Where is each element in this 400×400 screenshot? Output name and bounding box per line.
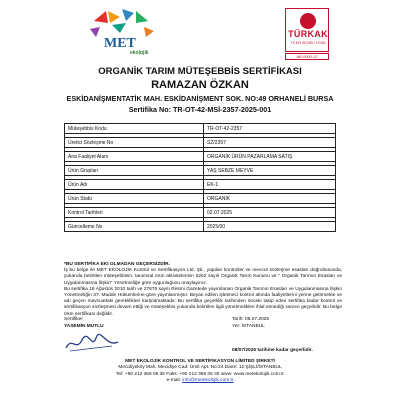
signature-place: Yer: İSTANBUL — [232, 324, 265, 329]
table-row — [65, 166, 336, 176]
certificate-details-table — [64, 123, 336, 232]
signer-label: Sertifiker — [64, 317, 83, 322]
validity-text: 08/07/2026 tarihine kadar geçerlidir. — [232, 348, 313, 353]
row-value: YAŞ SEBZE MEYVE — [204, 166, 336, 176]
turkak-subtitle: TS EN ISO/IEC 17065 — [290, 41, 326, 45]
row-label: Ürün Statü — [65, 194, 204, 204]
svg-text:ekolojik: ekolojik — [130, 50, 149, 56]
signature-date: Tarih: 08.07.2025 — [232, 317, 270, 322]
table-row — [65, 194, 336, 204]
svg-text:MET: MET — [104, 36, 136, 51]
table-row — [65, 152, 336, 162]
footer-email-line — [0, 378, 400, 384]
certificate-title: ORGANİK TARIM MÜTEŞEBBİS SERTİFİKASI — [98, 66, 302, 77]
table-row — [65, 222, 336, 232]
row-label: Güncelleme No — [65, 222, 204, 232]
notes-paragraph-1: İş bu belge ile MET EKOLOJİK Kontrol ve Sertifikasyon Ltd. Şti., yapılan kontroller ve mevcut sözleşme esasları doğrultusunda, yukarıda belirtilen müteşebbisin, tanımsal ürün aktivitelerinin 5262 sayılı Organik Tarım Kanunu ve " Organik Tarımın Esasları ve Uygulanmasına İlişkin" Yönetmeliğe göre uygunluğunu onaylayınız. — [64, 268, 342, 286]
turkak-code: AB-0000-12 — [285, 53, 329, 60]
signature-image — [62, 332, 122, 354]
row-label: Ürün Grupları — [65, 166, 204, 176]
row-label: Üretici Sözleşme No — [65, 138, 204, 148]
row-value: EK-1 — [204, 180, 336, 190]
met-ekolojik-logo — [86, 7, 156, 57]
turkak-brand: TÜRKAK — [288, 29, 328, 39]
row-label: Kontrol Tarihleri — [65, 208, 204, 218]
table-row — [65, 208, 336, 218]
certificate-number: Sertifika No: TR-OT-42-MSİ-2357-2025-001 — [128, 105, 272, 114]
footer — [0, 359, 400, 385]
row-label: Ana Faaliyet Alanı — [65, 152, 204, 162]
footer-address: Mecidiyeköy Mah. Mecidiye Cad. Ümit Apt. No:24 Daire: 12 ŞİŞLİ/İSTANBUL — [118, 365, 282, 371]
table-row — [65, 138, 336, 148]
certificate-notes — [64, 262, 342, 318]
signer-name: YASEMİN MUTLU — [64, 324, 104, 329]
attachment-warning: *BU SERTİFİKA EKİ OLMADAN GEÇERSİZDİR. — [64, 262, 170, 267]
row-label: Ürün Adı — [65, 180, 204, 190]
holder-address: ESKİDANİŞMENTATİK MAH. ESKİDANİŞMENT SOK. NO:49 ORHANELİ BURSA — [66, 94, 334, 103]
row-label: Müteşebbis Kodu — [65, 124, 204, 134]
row-value: 2025/00 — [204, 222, 336, 232]
row-value: TR-OT-42-2357 — [204, 124, 336, 134]
holder-name: RAMAZAN ÖZKAN — [151, 79, 249, 91]
footer-phone: Tel: +90 212 356 06 36 Faks: +90 212 356 06 35 www: www.metekolojik.com.tr — [116, 371, 284, 377]
table-row — [65, 124, 336, 134]
row-value: ORGANİK — [204, 194, 336, 204]
table-row — [65, 180, 336, 190]
turkak-accreditation-logo — [285, 8, 329, 62]
footer-email-link[interactable]: info@metekolojik.com.tr — [182, 378, 234, 384]
row-value: ORGANİK ÜRÜN PAZARLAMA SATIŞ — [204, 152, 336, 162]
footer-company: MET EKOLOJİK KONTROL VE SERTİFİKASYON LİMİTED ŞİRKETİ — [125, 359, 275, 364]
row-value: 02.07.2025 — [204, 208, 336, 218]
row-value: SZ/2357 — [204, 138, 336, 148]
notes-paragraph-2: Bu sertifika 18 Ağustos 2010 tarih ve 27676 sayılı Resmi Gazetede yayımlanan Organik Tarımın Esasları ve Uygulanmasına İlişkin Yönetmeliğin 37. Madde Hükümlerine göre yayınlanmıştır. Beyan edilen işletmeci kontrol altında faaliyetlerini yerine getirmekte ve adı geçen mevzuattaki gereklilikleri karşılamaktadır. Bu sertifika geçerlilik tarihinden önceki takip eden sertifika kadar kontrol ve sertifikasyon sözleşmesi devam ettiği ve müteşebbis yukarıda belirtilen ilgili yönetmelikleri ihlal etmediği sürece geçerlidir. Bu belge ürün sertifikası değildir. — [64, 286, 342, 317]
turkak-emblem-icon — [300, 13, 316, 29]
footer-email-label: e-mail: — [166, 378, 181, 384]
turkak-badge — [285, 8, 329, 52]
